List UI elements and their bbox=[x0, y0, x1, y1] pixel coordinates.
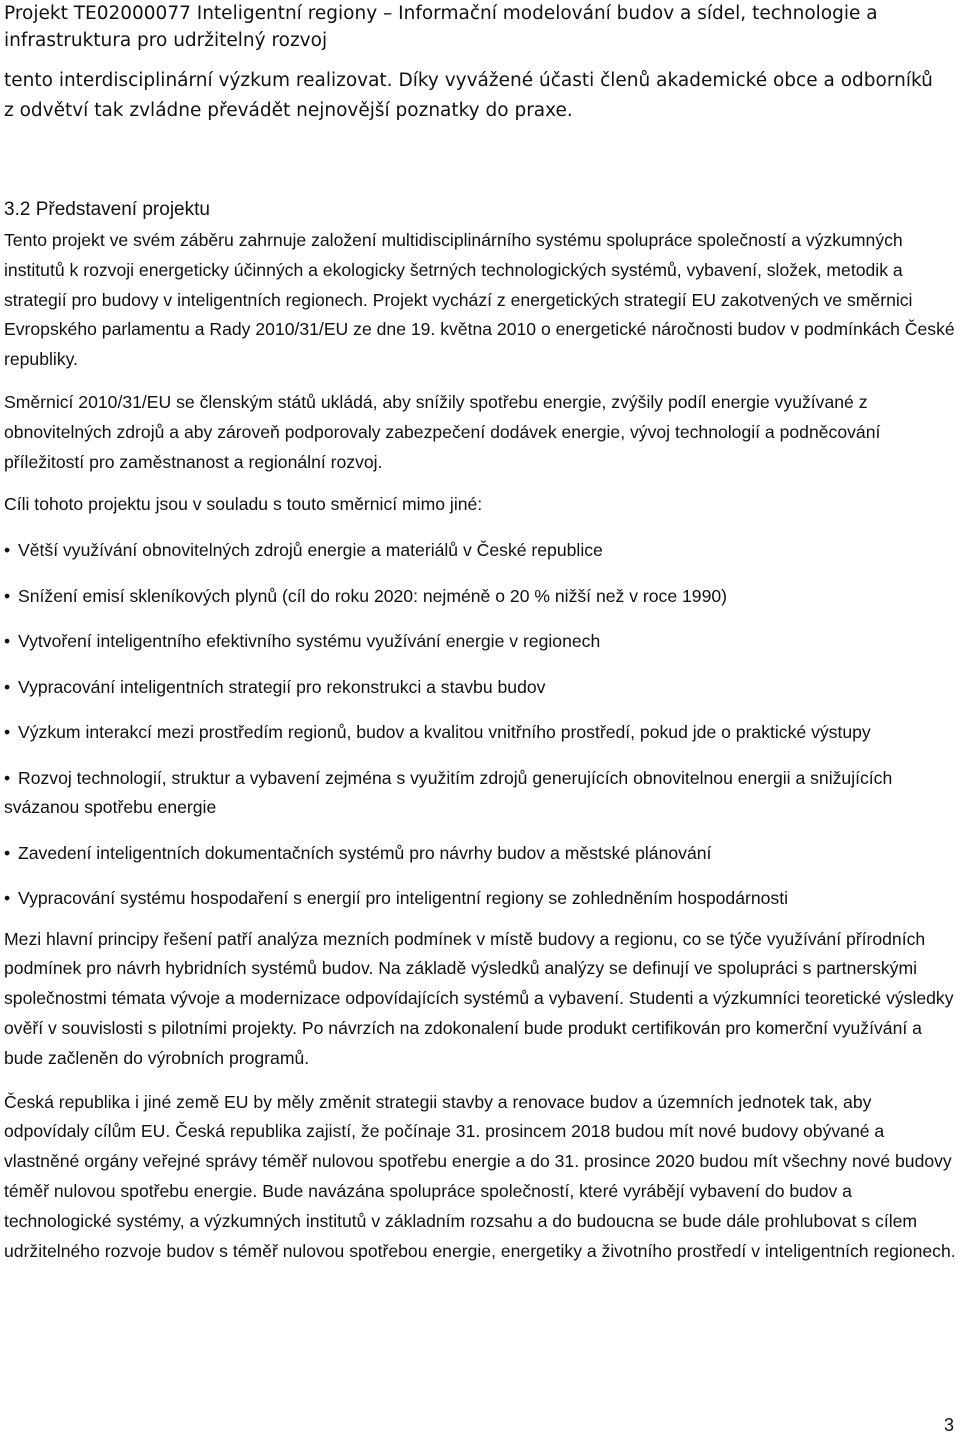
list-item-text: Zavedení inteligentních dokumentačních systémů pro návrhy budov a městské plánování bbox=[18, 842, 712, 863]
list-item bbox=[4, 718, 956, 748]
bullet-icon: • bbox=[4, 585, 11, 606]
list-item-text: Výzkum interakcí mezi prostředím regionů, budov a kvalitou vnitřního prostředí, pokud jde o praktické výstupy bbox=[18, 722, 871, 743]
bullet-icon: • bbox=[4, 631, 11, 652]
document-header: Projekt TE02000077 Inteligentní regiony – Informační modelování budov a sídel, technologie a infrastruktura pro udržitelný rozvoj bbox=[4, 3, 878, 51]
bullet-icon: • bbox=[4, 540, 11, 561]
list-item-text: Rozvoj technologií, struktur a vybavení zejména s využitím zdrojů generujících obnovitelnou energii a snižujících svázanou spotřebu energie bbox=[4, 767, 893, 818]
paragraph: Tento projekt ve svém záběru zahrnuje založení multidisciplinárního systému spolupráce společností a výzkumných institutů k rozvoji energeticky účinných a ekologicky šetrných technologických systémů, vybavení, složek, metodik a strategií pro budovy v inteligentních regionech. Projekt vychází z energetických strategií EU zakotvených ve směrnici Evropského parlamentu a Rady 2010/31/EU ze dne 19. května 2010 o energetické náročnosti budov v podmínkách České republiky. bbox=[4, 230, 955, 370]
list-item-text: Snížení emisí skleníkových plynů (cíl do roku 2020: nejméně o 20 % nižší než v roce 1990) bbox=[18, 585, 728, 606]
list-item bbox=[4, 536, 956, 566]
section-heading: 3.2 Představení projektu bbox=[4, 199, 210, 220]
list-item bbox=[4, 839, 956, 869]
bullet-icon: • bbox=[4, 842, 11, 863]
paragraph: Mezi hlavní principy řešení patří analýza mezních podmínek v místě budovy a regionu, co se týče využívání přírodních podmínek pro návrh hybridních systémů budov. Na základě výsledků analýzy se definují ve spolupráci s partnerskými společnostmi témata vývoje a modernizace odpovídajících systémů a vybavení. Studenti a výzkumníci teoretické výsledky ověří v souvislosti s pilotními projekty. Po návrzích na zdokonalení bude produkt certifikován pro komerční využívání a bude začleněn do výrobních programů. bbox=[4, 928, 954, 1068]
bullet-icon: • bbox=[4, 676, 11, 697]
list-item bbox=[4, 673, 956, 703]
list-item bbox=[4, 627, 956, 657]
list-item bbox=[4, 582, 956, 612]
paragraph: Směrnicí 2010/31/EU se členským států ukládá, aby snížily spotřebu energie, zvýšily podíl energie využívané z obnovitelných zdrojů a aby zároveň podporovaly zabezpečení dodávek energie, vývoj technologií a podněcování příležitostí pro zaměstnanost a regionální rozvoj. bbox=[4, 391, 881, 472]
bullet-icon: • bbox=[4, 888, 11, 909]
section-body bbox=[4, 196, 956, 1266]
paragraph: Česká republika i jiné země EU by měly změnit strategii stavby a renovace budov a územních jednotek tak, aby odpovídaly cílům EU. Česká republika zajistí, že počínaje 31. prosincem 2018 budou mít nové budovy obývané a vlastněné orgány veřejné správy téměř nulovou spotřebu energie a do 31. prosince 2020 budou mít všechny nové budovy téměř nulovou spotřebu energie. Bude navázána spolupráce společností, které vyrábějí vybavení do budov a technologické systémy, a výzkumných institutů v základním rozsahu a do budoucna se bude dále prohlubovat s cílem udržitelného rozvoje budov s téměř nulovou spotřebou energie, energetiky a životního prostředí v inteligentních regionech. bbox=[4, 1091, 956, 1261]
list-item-text: Vypracování systému hospodaření s energií pro inteligentní regiony se zohledněním hospodárnosti bbox=[18, 888, 789, 909]
page-number: 3 bbox=[943, 1415, 954, 1435]
list-item-text: Vytvoření inteligentního efektivního systému využívání energie v regionech bbox=[18, 631, 601, 652]
intro-paragraph: tento interdisciplinární výzkum realizovat. Díky vyvážené účasti členů akademické obce a odborníků z odvětví tak zvládne převádět nejnovější poznatky do praxe. bbox=[4, 70, 933, 121]
goals-list bbox=[4, 536, 956, 914]
paragraph: Cíli tohoto projektu jsou v souladu s touto směrnicí mimo jiné: bbox=[4, 494, 483, 515]
bullet-icon: • bbox=[4, 767, 11, 788]
bullet-icon: • bbox=[4, 722, 11, 743]
list-item-text: Větší využívání obnovitelných zdrojů energie a materiálů v České republice bbox=[18, 540, 603, 561]
list-item-text: Vypracování inteligentních strategií pro rekonstrukci a stavbu budov bbox=[18, 676, 546, 697]
list-item bbox=[4, 764, 956, 823]
list-item bbox=[4, 884, 956, 914]
